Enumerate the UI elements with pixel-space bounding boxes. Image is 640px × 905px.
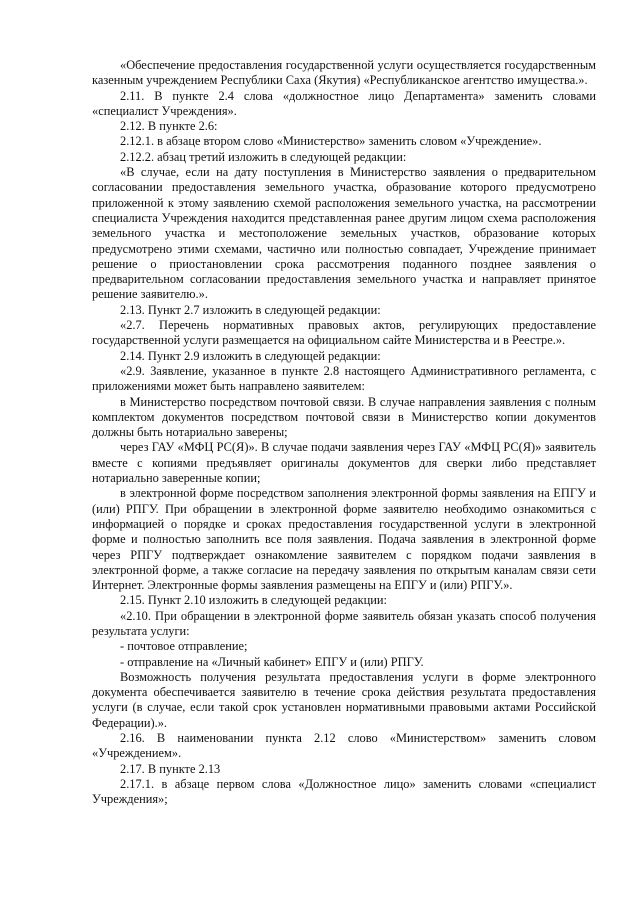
document-page (92, 58, 596, 808)
paragraph-2-11: 2.11. В пункте 2.4 слова «должностное лицо Департамента» заменить словами «специалист Учреждения». (92, 88, 596, 118)
paragraph-2-17-1: 2.17.1. в абзаце первом слова «Должностное лицо» заменить словами «специалист Учреждения»; (92, 776, 596, 807)
paragraph-2-12-2: 2.12.2. абзац третий изложить в следующей редакции: (120, 149, 407, 164)
paragraph-2-13: 2.13. Пункт 2.7 изложить в следующей редакции: (120, 302, 381, 317)
paragraph-mfc: через ГАУ «МФЦ РС(Я)». В случае подачи заявления через ГАУ «МФЦ РС(Я)» заявитель вместе с копиями предъявляет оригиналы документов для сверки либо представляет нотариально заверенные копии; (92, 440, 596, 486)
paragraph-2-9-text: «2.9. Заявление, указанное в пункте 2.8 настоящего Административного регламента, с приложениями может быть направлено заявителем: (92, 363, 596, 394)
paragraph-2-17: 2.17. В пункте 2.13 (120, 761, 221, 776)
paragraph-2-14: 2.14. Пункт 2.9 изложить в следующей редакции: (120, 348, 381, 363)
paragraph-2-7-text: «2.7. Перечень нормативных правовых актов, регулирующих предоставление государственной услуги размещается на официальном сайте Министерства и в Реестре.». (92, 318, 596, 348)
paragraph-2-15: 2.15. Пункт 2.10 изложить в следующей редакции: (120, 593, 387, 608)
list-item-cabinet: - отправление на «Личный кабинет» ЕПГУ и (или) РПГУ. (120, 654, 424, 669)
list-item-postal: - почтовое отправление; (120, 639, 248, 654)
paragraph-electronic: в электронной форме посредством заполнения электронной формы заявления на ЕПГУ и (или) РПГУ. При обращении в электронной форме заявителю необходимо ознакомиться с информацией о порядке и сроках предоставления государственной услуги в электронной форме и полностью заполнить все поля заявления. Подача заявления в электронной форме через РПГУ подтверждает ознакомление заявителем с порядком подачи заявления в электронной форме, а также согласие на передачу заявления по открытым каналам связи сети Интернет. Электронные формы заявления размещены на ЕПГУ и (или) РПГУ.». (92, 486, 596, 593)
paragraph-postal: в Министерство посредством почтовой связи. В случае направления заявления с полным комплектом документов посредством почтовой связи в Министерство копии документов должны быть нотариально заверены; (92, 394, 596, 440)
paragraph-2-16: 2.16. В наименовании пункта 2.12 слово «Министерством» заменить словом «Учреждением». (92, 731, 596, 761)
paragraph-2-12-1: 2.12.1. в абзаце втором слово «Министерство» заменить словом «Учреждение». (120, 134, 542, 149)
paragraph-2-10-text: «2.10. При обращении в электронной форме заявитель обязан указать способ получения результата услуги: (92, 608, 596, 638)
paragraph-e-document: Возможность получения результата предоставления услуги в форме электронного документа обеспечивается заявителю в течение срока действия результата предоставления услуги (в случае, если такой срок установлен нормативными правовыми актами Российской Федерации).». (92, 669, 596, 730)
paragraph-2-12: 2.12. В пункте 2.6: (120, 119, 218, 134)
paragraph-agency: «Обеспечение предоставления государственной услуги осуществляется государственным казенным учреждением Республики Саха (Якутия) «Республиканское агентство имущества.». (92, 58, 596, 88)
paragraph-2-12-2-text: «В случае, если на дату поступления в Министерство заявления о предварительном согласовании предоставления земельного участка, образование которого предусмотрено приложенной к этому заявлению схемой расположения земельного участка, на рассмотрении специалиста Учреждения находится представленная ранее другим лицом схема расположения земельного участка и местоположение земельных участков, образование которых предусмотрено этими схемами, частично или полностью совпадает, Учреждение принимает решение о приостановлении срока рассмотрения поданного позднее заявления о предварительном согласовании предоставления земельного участка и направляет принятое решение заявителю.». (92, 165, 596, 302)
